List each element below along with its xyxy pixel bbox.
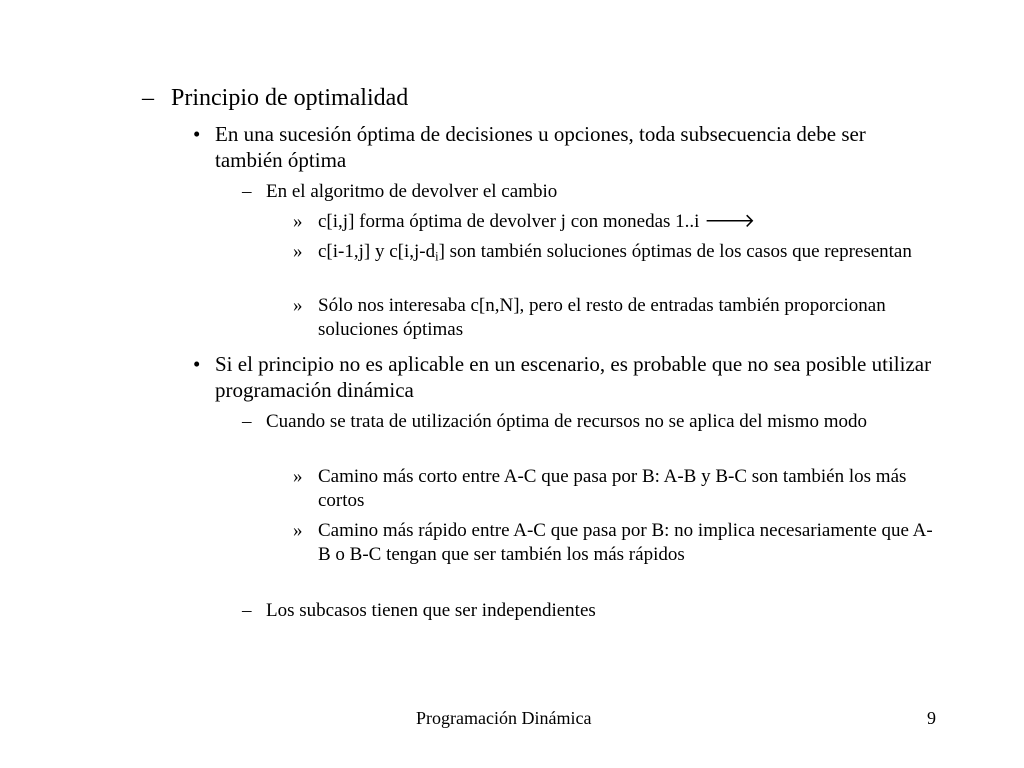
subproblem-text-end: ] son también soluciones óptimas de los casos que representan bbox=[438, 241, 912, 262]
heading-principio-de-optimalidad: Principio de optimalidad bbox=[171, 85, 409, 111]
bullet-cij-definition bbox=[318, 210, 948, 234]
chevron-bullet: » bbox=[293, 211, 303, 232]
dash-bullet: – bbox=[242, 181, 252, 202]
subproblem-text-start: c[i-1,j] y c[i,j-d bbox=[318, 241, 436, 262]
dot-bullet: • bbox=[193, 122, 201, 146]
dot-bullet: • bbox=[193, 352, 201, 376]
bullet-change-algorithm: En el algoritmo de devolver el cambio bbox=[266, 181, 558, 202]
bullet-only-cnN: Sólo nos interesaba c[n,N], pero el resto de entradas también proporcionan soluciones óptimas bbox=[318, 295, 886, 340]
dash-bullet: – bbox=[242, 600, 252, 621]
footer-title: Programación Dinámica bbox=[416, 708, 592, 728]
dash-bullet: – bbox=[142, 85, 154, 111]
right-arrow-icon: 🡒 bbox=[704, 211, 756, 232]
bullet-resource-usage: Cuando se trata de utilización óptima de recursos no se aplica del mismo modo bbox=[266, 411, 867, 432]
chevron-bullet: » bbox=[293, 520, 303, 541]
chevron-bullet: » bbox=[293, 295, 303, 316]
bullet-principle-not-applicable: Si el principio no es aplicable en un escenario, es probable que no sea posible utilizar programación dinámica bbox=[215, 352, 932, 402]
chevron-bullet: » bbox=[293, 466, 303, 487]
bullet-optimal-subsequence: En una sucesión óptima de decisiones u opciones, toda subsecuencia debe ser también óptima bbox=[215, 122, 866, 172]
page-number: 9 bbox=[927, 708, 936, 728]
dash-bullet: – bbox=[242, 411, 252, 432]
bullet-shortest-path: Camino más corto entre A-C que pasa por B: A-B y B-C son también los más cortos bbox=[318, 466, 907, 511]
bullet-subproblem-solutions bbox=[318, 240, 948, 264]
bullet-independent-subcases: Los subcasos tienen que ser independientes bbox=[266, 600, 596, 621]
subscript-i: i bbox=[435, 249, 439, 264]
chevron-bullet: » bbox=[293, 241, 303, 262]
bullet-cij-text: c[i,j] forma óptima de devolver j con monedas 1..i bbox=[318, 211, 700, 232]
bullet-fastest-path: Camino más rápido entre A-C que pasa por B: no implica necesariamente que A-B o B-C tengan que ser también los más rápidos bbox=[318, 520, 933, 565]
